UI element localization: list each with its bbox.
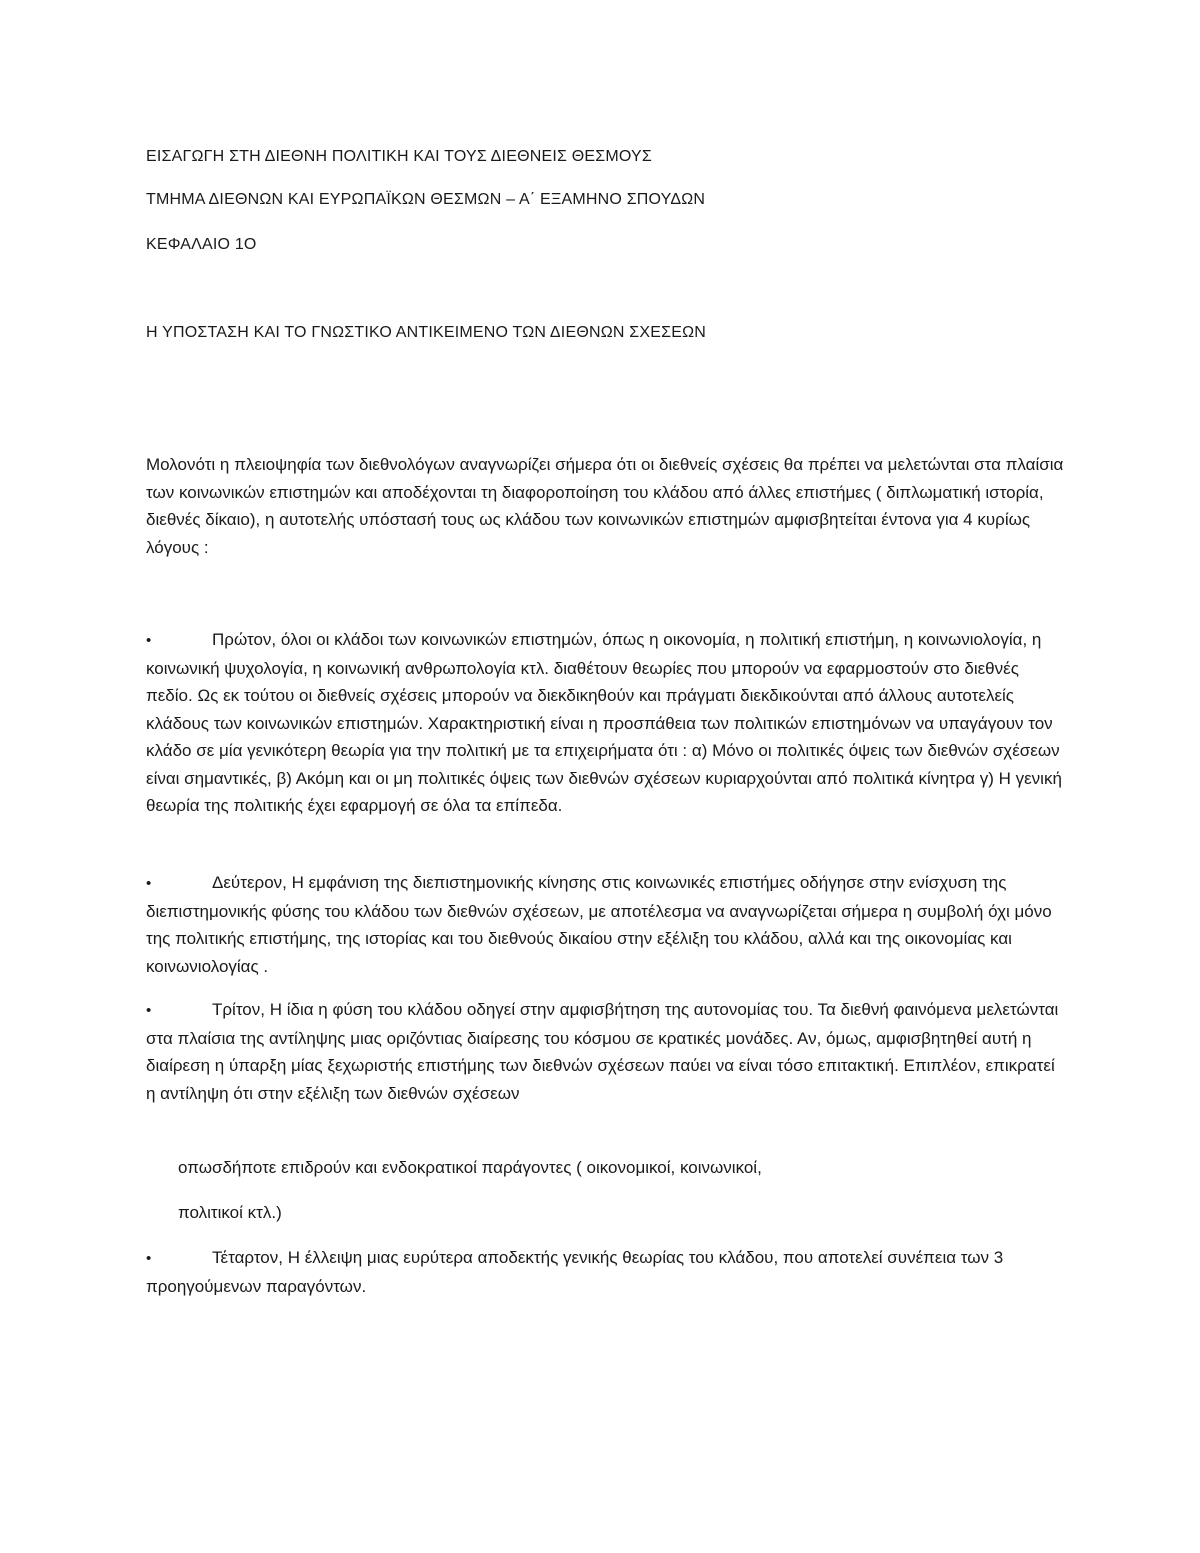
course-title: ΕΙΣΑΓΩΓΗ ΣΤΗ ΔΙΕΘΝΗ ΠΟΛΙΤΙΚΗ ΚΑΙ ΤΟΥΣ ΔΙΕΘΝΕΙΣ ΘΕΣΜΟΥΣ <box>146 148 652 165</box>
bullet-text: Πρώτον, όλοι οι κλάδοι των κοινωνικών επιστημών, όπως η οικονομία, η πολιτική επιστήμη, η κοινωνιολογία, η κοινωνική ψυχολογία, η κοινωνική ανθρωπολογία κτλ. διαθέτουν θεωρίες που μπορούν να εφαρμοστούν στο διεθνές πεδίο. Ως εκ τούτου οι διεθνείς σχέσεις μπορούν να διεκδικηθούν και πράγματι διεκδικούνται από άλλους αυτοτελείς κλάδους των κοινωνικών επιστημών. Χαρακτηριστική είναι η προσπάθεια των πολιτικών επιστημόνων να υπαγάγουν τον κλάδο σε μία γενικότερη θεωρία για την πολιτική με τα επιχειρήματα ότι : α) Μόνο οι πολιτικές όψεις των διεθνών σχέσεων είναι σημαντικές, β) Ακόμη και οι μη πολιτικές όψεις των διεθνών σχέσεων κυριαρχούνται από πολιτικά κίνητρα γ) Η γενική θεωρία της πολιτικής έχει εφαρμογή σε όλα τα επίπεδα. <box>146 630 1062 815</box>
bullet-list-first <box>146 626 1066 820</box>
bullet-list-second <box>146 869 1066 980</box>
bullet-icon: • <box>146 1250 152 1267</box>
bullet-icon: • <box>146 875 152 892</box>
bullet-list-third <box>146 996 1066 1107</box>
chapter-title: Η ΥΠΟΣΤΑΣΗ ΚΑΙ ΤΟ ΓΝΩΣΤΙΚΟ ΑΝΤΙΚΕΙΜΕΝΟ ΤΩΝ ΔΙΕΘΝΩΝ ΣΧΕΣΕΩΝ <box>146 324 706 341</box>
bullet-item-second <box>146 869 1066 980</box>
bullet-text: Τρίτον, Η ίδια η φύση του κλάδου οδηγεί στην αμφισβήτηση της αυτονομίας του. Τα διεθνή φαινόμενα μελετώνται στα πλαίσια της αντίληψης μιας οριζόντιας διαίρεσης του κόσμου σε κρατικές μονάδες. Αν, όμως, αμφισβητηθεί αυτή η διαίρεση η ύπαρξη μίας ξεχωριστής επιστήμης των διεθνών σχέσεων παύει να είναι τόσο επιτακτική. Επιπλέον, επικρατεί η αντίληψη ότι στην εξέλιξη των διεθνών σχέσεων <box>146 1000 1059 1103</box>
bullet-item-first <box>146 626 1066 820</box>
intro-paragraph: Μολονότι η πλειοψηφία των διεθνολόγων αναγνωρίζει σήμερα ότι οι διεθνείς σχέσεις θα πρέπει να μελετώνται στα πλαίσια των κοινωνικών επιστημών και αποδέχονται τη διαφοροποίηση του κλάδου από άλλες επιστήμες ( διπλωματική ιστορία, διεθνές δίκαιο), η αυτοτελής υπόστασή τους ως κλάδου των κοινωνικών επιστημών αμφισβητείται έντονα για 4 κυρίως λόγους : <box>146 455 1064 557</box>
chapter-number: ΚΕΦΑΛΑΙΟ 1Ο <box>146 236 257 253</box>
indented-continuation-line: πολιτικοί κτλ.) <box>178 1203 282 1222</box>
bullet-icon: • <box>146 1002 152 1019</box>
bullet-icon: • <box>146 632 152 649</box>
bullet-item-fourth <box>146 1244 1066 1300</box>
indented-continuation-line: οπωσδήποτε επιδρούν και ενδοκρατικοί παράγοντες ( οικονομικοί, κοινωνικοί, <box>178 1158 762 1177</box>
bullet-text: Δεύτερον, Η εμφάνιση της διεπιστημονικής κίνησης στις κοινωνικές επιστήμες οδήγησε στην ενίσχυση της διεπιστημονικής φύσης του κλάδου των διεθνών σχέσεων, με αποτέλεσμα να αναγνωρίζεται σήμερα η συμβολή όχι μόνο της πολιτικής επιστήμης, της ιστορίας και του διεθνούς δικαίου στην εξέλιξη του κλάδου, αλλά και της οικονομίας και κοινωνιολογίας . <box>146 873 1052 976</box>
department-line: ΤΜΗΜΑ ΔΙΕΘΝΩΝ ΚΑΙ ΕΥΡΩΠΑΪΚΩΝ ΘΕΣΜΩΝ – Α΄ ΕΞΑΜΗΝΟ ΣΠΟΥΔΩΝ <box>146 191 706 208</box>
bullet-text: Τέταρτον, Η έλλειψη μιας ευρύτερα αποδεκτής γενικής θεωρίας του κλάδου, που αποτελεί συνέπεια των 3 προηγούμενων παραγόντων. <box>146 1248 1004 1296</box>
bullet-item-third <box>146 996 1066 1107</box>
bullet-list-fourth <box>146 1244 1066 1300</box>
